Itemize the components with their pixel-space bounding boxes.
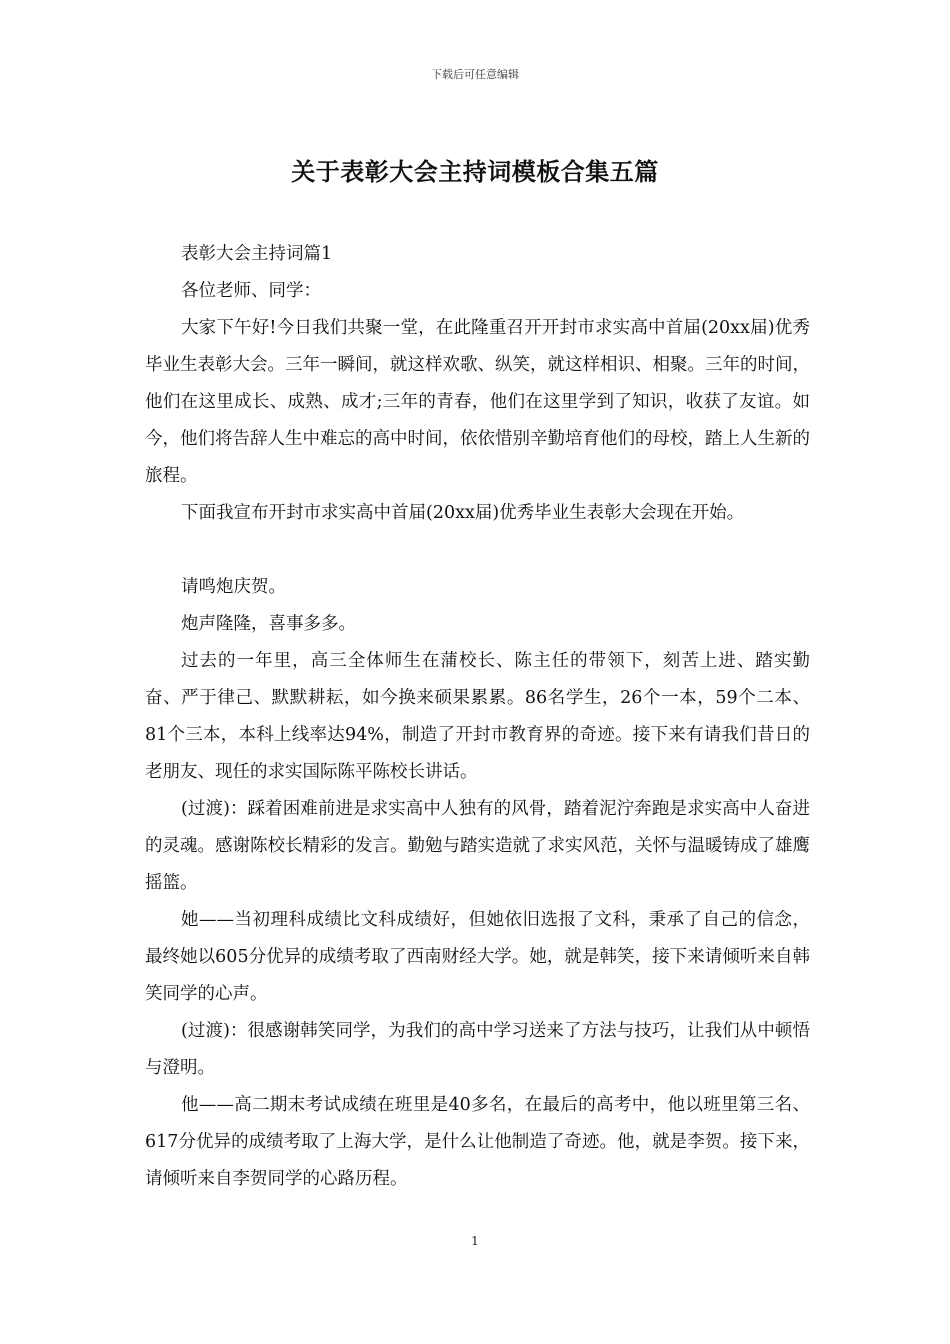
body-paragraph: 请鸣炮庆贺。 <box>181 577 286 597</box>
salutation: 各位老师、同学： <box>181 281 321 301</box>
body-paragraph: (过渡)：踩着困难前进是求实高中人独有的风骨，踏着泥泞奔跑是求实高中人奋进的灵魂。感谢陈校长精彩的发言。勤勉与踏实造就了求实风范，关怀与温暖铸成了雄鹰摇篮。 <box>145 799 810 893</box>
header-note: 下载后可任意编辑 <box>431 68 519 81</box>
document-body <box>145 236 810 1198</box>
body-paragraph: 她——当初理科成绩比文科成绩好，但她依旧选报了文科，秉承了自己的信念，最终她以605分优异的成绩考取了西南财经大学。她，就是韩笑，接下来请倾听来自韩笑同学的心声。 <box>145 910 810 1004</box>
body-paragraph: 过去的一年里，高三全体师生在蒲校长、陈主任的带领下，刻苦上进、踏实勤奋、严于律己、默默耕耘，如今换来硕果累累。86名学生，26个一本，59个二本、81个三本，本科上线率达94%，制造了开封市教育界的奇迹。接下来有请我们昔日的老朋友、现任的求实国际陈平陈校长讲话。 <box>145 651 810 782</box>
body-paragraph: 下面我宣布开封市求实高中首届(20xx届)优秀毕业生表彰大会现在开始。 <box>181 503 745 523</box>
page-number: 1 <box>471 1234 479 1248</box>
body-paragraph: 炮声隆隆，喜事多多。 <box>181 614 356 634</box>
document-title: 关于表彰大会主持词模板合集五篇 <box>291 157 659 186</box>
section-heading: 表彰大会主持词篇1 <box>181 244 333 264</box>
body-paragraph: (过渡)：很感谢韩笑同学，为我们的高中学习送来了方法与技巧，让我们从中顿悟与澄明。 <box>145 1021 810 1078</box>
paragraph-gap <box>145 532 810 569</box>
body-paragraph: 他——高二期末考试成绩在班里是40多名，在最后的高考中，他以班里第三名、617分优异的成绩考取了上海大学，是什么让他制造了奇迹。他，就是李贺。接下来，请倾听来自李贺同学的心路历程。 <box>145 1095 810 1189</box>
body-paragraph: 大家下午好!今日我们共聚一堂，在此隆重召开开封市求实高中首届(20xx届)优秀毕业生表彰大会。三年一瞬间，就这样欢歌、纵笑，就这样相识、相聚。三年的时间，他们在这里成长、成熟、成才;三年的青春，他们在这里学到了知识，收获了友谊。如今，他们将告辞人生中难忘的高中时间，依依惜别辛勤培育他们的母校，踏上人生新的旅程。 <box>145 318 810 486</box>
